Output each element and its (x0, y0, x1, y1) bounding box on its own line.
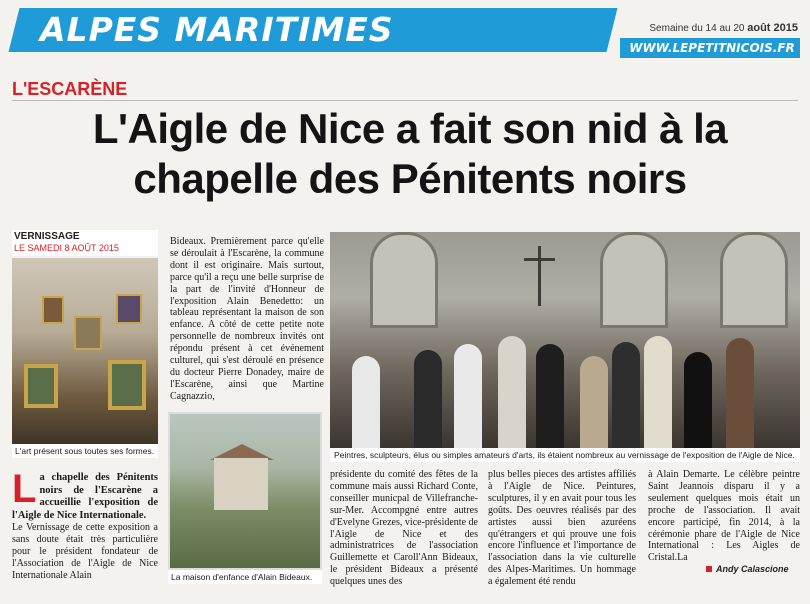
article-column-b: présidente du comité des fêtes de la commune mais aussi Richard Conte, conseiller municpal de Villefranche-sur-Mer. Accompgné entre autres d'Evelyne Grezes, vice-présidente de l'Aigle de Nice et des administratrices de l'association Guillemette et Caroll'Ann Bideaux, le président Bideaux a présenté quelques unes des (330, 469, 478, 588)
chapel-arch (720, 232, 788, 328)
article-lead (12, 467, 158, 582)
person (352, 356, 380, 448)
vernissage-date: LE SAMEDI 8 AOÛT 2015 (14, 243, 119, 253)
person (580, 356, 608, 448)
person (414, 350, 442, 448)
headline (60, 104, 760, 204)
headline-line-1: L'Aigle de Nice a fait son nid à la (92, 105, 728, 152)
issue-week-month: août 2015 (747, 22, 798, 34)
author-signature: Andy Calascione (716, 564, 789, 574)
crucifix-icon (538, 246, 541, 306)
signature-marker (706, 566, 712, 572)
person (684, 352, 712, 448)
site-url[interactable]: WWW.LEPETITNICOIS.FR (629, 41, 795, 55)
vernissage-title: VERNISSAGE (14, 231, 80, 242)
painting-frame (42, 296, 64, 324)
rubric-divider (12, 100, 798, 101)
lead-body: Le Vernissage de cette exposition a sans doute était très particulière pour le président fondateur de l'Association de l'Aigle de Nice Internationale Alain (12, 522, 158, 581)
article-column-a: Bideaux. Premièrement parce qu'elle se déroulait à l'Escarène, la commune dont il est originaire. Mais surtout, parce qu'il a reçu une belle surprise de la part de l'invité d'Honneur de l'exposition Alain Benedetto: un tableau représentant la maison de son enfance. A côté de cette petite note personnelle de nombreux invités ont répondu présent à cet événement culturel, qui s'est déroulé en présence du docteur Pierre Donadey, maire de l'Escarène, ainsi que Martine Cagnazzio, (170, 236, 324, 402)
person (498, 336, 526, 448)
person (612, 342, 640, 448)
artworks-photo (12, 258, 158, 444)
photo-caption-house: La maison d'enfance d'Alain Bideaux. (168, 570, 322, 584)
drop-cap: L (12, 467, 37, 511)
lead-paragraph: a chapelle des Pénitents noirs de l'Escarène a accueillie l'exposition de l'Aigle de Nice Internationale. (12, 472, 158, 521)
painting-frame (116, 294, 142, 324)
photo-caption-group: Peintres, sculpteurs, élus ou simples amateurs d'arts, ils étaient nombreux au vernissage de l'exposition de l'Aigle de Nice. (330, 448, 800, 462)
house-painting-photo (168, 412, 322, 570)
painting-frame (108, 360, 146, 410)
chapel-arch (370, 232, 438, 328)
headline-line-2: chapelle des Pénitents noirs (133, 155, 687, 202)
person (536, 344, 564, 448)
painting-frame (24, 364, 58, 408)
article-column-d: à Alain Demarte. Le célèbre peintre Saint Jeannois disparu il y a seulement quelques mois était un proche de l'association. Il avait encore participé, fin 2014, à la cérémonie phare de l'Aigle de Nice International : Les Aigles de Cristal.La (648, 469, 800, 564)
article-column-c: plus belles pieces des artistes affiliés à l'Aigle de Nice. Peintures, sculptures, il y en avait pour tous les goûts. Des oeuvres réalisés par des artistes aussi bien azuréens qu'étrangers et qui prouve une fois encore l'influence et l'importance de l'association dans la vie culturelle des Alpes-Maritimes. Un hommage a également été rendu (488, 469, 636, 588)
issue-week-text: Semaine du 14 au 20 (649, 23, 748, 34)
rubric-label: L'ESCARÈNE (12, 79, 128, 99)
painting-frame (74, 316, 102, 350)
chapel-arch (600, 232, 668, 328)
issue-week (649, 22, 798, 34)
crucifix-arm (524, 258, 555, 261)
photo-caption-art: L'art présent sous toutes ses formes. (12, 444, 158, 458)
person (454, 344, 482, 448)
person (726, 338, 754, 448)
group-photo (330, 232, 800, 448)
person (644, 336, 672, 448)
house-shape (214, 458, 268, 510)
section-title: ALPES MARITIMES (40, 10, 394, 49)
